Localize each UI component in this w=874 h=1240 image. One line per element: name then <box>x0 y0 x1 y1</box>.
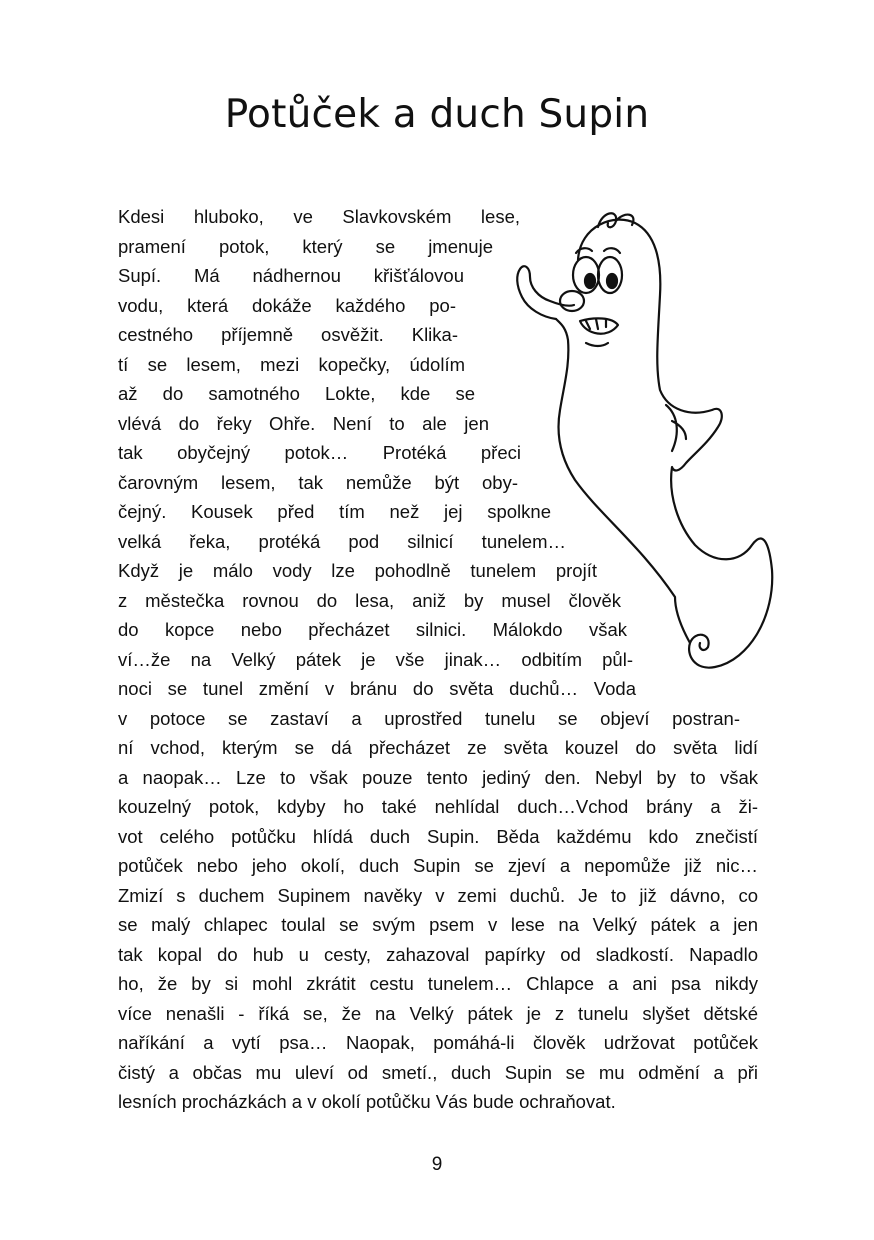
ghost-right-pupil <box>607 274 617 288</box>
text-line: čistý a občas mu uleví od smetí., duch Supin se mu odmění a při <box>118 1061 758 1083</box>
text-line: pramení potok, který se jmenuje <box>118 235 493 257</box>
ghost-teeth <box>586 319 606 329</box>
text-line: potůček nebo jeho okolí, duch Supin se zjeví a nepomůže již nic… <box>118 855 758 876</box>
page-number: 9 <box>431 1154 443 1175</box>
text-line: ho, že by si mohl zkrátit cestu tunelem… Chlapce a ani psa nikdy <box>118 973 758 994</box>
text-line: do kopce nebo přecházet silnici. Málokdo však <box>118 619 627 640</box>
text-line: čarovným lesem, tak nemůže být oby- <box>118 471 518 493</box>
text-line: Zmizí s duchem Supinem navěky v zemi duchů. Je to již dávno, co <box>118 884 758 906</box>
text-line: tí se lesem, mezi kopečky, údolím <box>118 353 465 375</box>
text-line: tak obyčejný potok… Protéká přeci <box>118 442 521 463</box>
text-line: vodu, která dokáže každého po- <box>118 294 456 316</box>
ghost-eyebrows <box>576 248 620 253</box>
ghost-chin <box>586 343 608 346</box>
text-line: čejný. Kousek před tím než jej spolkne <box>118 501 551 522</box>
text-line: lesních procházkách a v okolí potůčku Vás bude ochraňovat. <box>118 1091 616 1112</box>
text-line: se malý chlapec toulal se svým psem v lese na Velký pátek a jen <box>118 914 758 935</box>
text-line: naříkání a vytí psa… Naopak, pomáhá-li člověk udržovat potůček <box>118 1032 758 1053</box>
text-line: vlévá do řeky Ohře. Není to ale jen <box>118 412 489 434</box>
text-line: tak kopal do hub u cesty, zahazoval papírky od sladkostí. Napadlo <box>118 943 758 965</box>
text-line: až do samotného Lokte, kde se <box>118 383 475 404</box>
ghost-supin-illustration <box>490 205 805 675</box>
text-line: a naopak… Lze to však pouze tento jediný den. Nebyl by to však <box>118 766 758 788</box>
text-line: v potoce se zastaví a uprostřed tunelu se objeví postran- <box>118 707 740 729</box>
text-line: z městečka rovnou do lesa, aniž by musel člověk <box>118 589 621 611</box>
text-line: více nenašli - říká se, že na Velký pátek je z tunelu slyšet dětské <box>118 1002 758 1024</box>
text-line: Kdesi hluboko, ve Slavkovském lese, <box>118 206 520 227</box>
text-line: kouzelný potok, kdyby ho také nehlídal duch…Vchod brány a ži- <box>118 796 758 817</box>
ghost-left-pupil <box>585 274 595 288</box>
text-line: Supí. Má nádhernou křišťálovou <box>118 265 464 286</box>
text-line: noci se tunel změní v bránu do světa duchů… Voda <box>118 678 636 699</box>
text-line: ní vchod, kterým se dá přecházet ze světa kouzel do světa lidí <box>118 737 758 758</box>
text-line: cestného příjemně osvěžit. Klika- <box>118 324 458 345</box>
text-line: ví…že na Velký pátek je vše jinak… odbitím půl- <box>118 648 633 670</box>
text-line: velká řeka, protéká pod silnicí tunelem… <box>118 530 566 552</box>
page-title: Potůček a duch Supin <box>224 92 650 137</box>
text-line: vot celého potůčku hlídá duch Supin. Běda každému kdo znečistí <box>118 825 758 847</box>
text-line: Když je málo vody lze pohodlně tunelem projít <box>118 560 597 581</box>
ghost-nose <box>560 291 584 311</box>
